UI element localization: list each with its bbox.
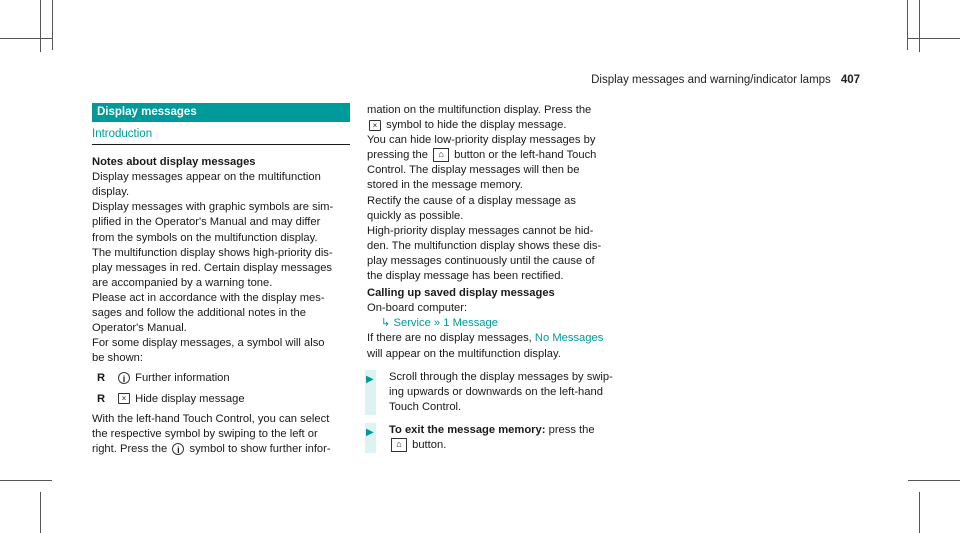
step-line: Scroll through the display messages by swip- bbox=[389, 370, 613, 383]
running-header bbox=[591, 74, 860, 86]
step-line: Touch Control. bbox=[389, 400, 462, 413]
body-line bbox=[92, 442, 350, 457]
body-line: On-board computer: bbox=[367, 302, 468, 315]
path-service: Service bbox=[393, 317, 431, 330]
body-line: For some display messages, a symbol will also bbox=[92, 337, 325, 350]
body-text: pressing the bbox=[367, 149, 428, 162]
bullet-mark: R bbox=[97, 392, 106, 405]
body-line: are accompanied by a warning tone. bbox=[92, 276, 273, 289]
calling-heading: Calling up saved display messages bbox=[367, 287, 555, 300]
body-line: will appear on the multifunction display. bbox=[367, 347, 561, 360]
bullet-text: Further information bbox=[135, 372, 230, 385]
body-line: Display messages with graphic symbols are sim- bbox=[92, 201, 334, 214]
body-text: button or the left-hand Touch bbox=[454, 149, 597, 162]
page-number: 407 bbox=[840, 74, 860, 86]
info-icon: i bbox=[118, 372, 130, 384]
body-line: be shown: bbox=[92, 352, 143, 365]
crop-mark bbox=[908, 480, 960, 481]
body-line bbox=[367, 148, 625, 163]
body-line: stored in the message memory. bbox=[367, 179, 523, 192]
notes-heading: Notes about display messages bbox=[92, 156, 256, 169]
crop-mark bbox=[0, 480, 52, 481]
body-line: You can hide low-priority display messages by bbox=[367, 134, 596, 147]
body-line: plified in the Operator's Manual and may differ bbox=[92, 216, 321, 229]
step-arrow-icon: ▶ bbox=[366, 426, 374, 438]
body-line: mation on the multifunction display. Press the bbox=[367, 104, 592, 116]
crop-mark bbox=[40, 0, 41, 52]
back-home-icon: ⌂ bbox=[391, 438, 407, 452]
step-text: press the bbox=[548, 423, 595, 436]
left-column bbox=[92, 103, 350, 457]
crop-mark bbox=[907, 0, 908, 50]
body-line bbox=[367, 331, 625, 346]
info-icon: i bbox=[172, 443, 184, 455]
body-text: symbol to show further infor- bbox=[189, 442, 331, 455]
body-line: Display messages appear on the multifunction bbox=[92, 171, 321, 184]
back-home-icon: ⌂ bbox=[433, 148, 449, 162]
crop-mark bbox=[0, 38, 52, 39]
body-line: Operator's Manual. bbox=[92, 322, 187, 335]
path-arrow-icon: ↳ bbox=[381, 317, 391, 330]
body-line: den. The multifunction display shows these dis- bbox=[367, 239, 602, 252]
body-text: symbol to hide the display message. bbox=[386, 119, 567, 132]
path-separator-icon: » bbox=[433, 317, 441, 330]
body-line: sages and follow the additional notes in the bbox=[92, 307, 306, 320]
step-line bbox=[389, 438, 625, 453]
body-line bbox=[367, 118, 625, 133]
no-messages-label: No Messages bbox=[534, 332, 604, 345]
body-text: right. Press the bbox=[92, 442, 168, 455]
step-text: button. bbox=[412, 438, 447, 451]
bullet-mark: R bbox=[97, 372, 106, 385]
body-line: the respective symbol by swiping to the left or bbox=[92, 427, 318, 440]
bullet-text: Hide display message bbox=[135, 392, 245, 405]
step-arrow-icon: ▶ bbox=[366, 373, 374, 385]
body-line: the display message has been rectified. bbox=[367, 270, 564, 283]
close-icon: × bbox=[369, 120, 381, 131]
body-line: display. bbox=[92, 186, 130, 199]
body-text: If there are no display messages, bbox=[367, 332, 532, 345]
header-title: Display messages and warning/indicator lamps bbox=[591, 74, 831, 86]
step-line: ing upwards or downwards on the left-hand bbox=[389, 385, 603, 398]
body-line: High-priority display messages cannot be hid- bbox=[367, 224, 594, 237]
bullet-item bbox=[92, 392, 350, 407]
path-message: 1 Message bbox=[443, 317, 498, 330]
crop-mark bbox=[40, 492, 41, 533]
instruction-step bbox=[367, 370, 625, 415]
crop-mark bbox=[919, 492, 920, 533]
crop-mark bbox=[919, 0, 920, 52]
close-icon: × bbox=[118, 393, 130, 404]
body-line: With the left-hand Touch Control, you can select bbox=[92, 412, 330, 425]
step-line bbox=[389, 423, 625, 438]
crop-mark bbox=[908, 38, 960, 39]
body-line: play messages continuously until the cause of bbox=[367, 254, 595, 267]
body-line: Please act in accordance with the display mes- bbox=[92, 291, 325, 304]
menu-path bbox=[367, 316, 625, 331]
body-line: quickly as possible. bbox=[367, 209, 464, 222]
body-line: Control. The display messages will then be bbox=[367, 164, 580, 177]
subsection-title: Introduction bbox=[92, 127, 350, 145]
body-line: Rectify the cause of a display message as bbox=[367, 194, 576, 207]
body-line: play messages in red. Certain display messages bbox=[92, 261, 333, 274]
step-bold-text: To exit the message memory: bbox=[389, 423, 546, 436]
section-title: Display messages bbox=[92, 103, 350, 122]
right-column bbox=[367, 103, 625, 453]
body-line: from the symbols on the multifunction display. bbox=[92, 231, 318, 244]
body-line: The multifunction display shows high-priority dis- bbox=[92, 246, 333, 259]
crop-mark bbox=[52, 0, 53, 50]
bullet-item bbox=[92, 371, 350, 386]
instruction-step bbox=[367, 423, 625, 453]
